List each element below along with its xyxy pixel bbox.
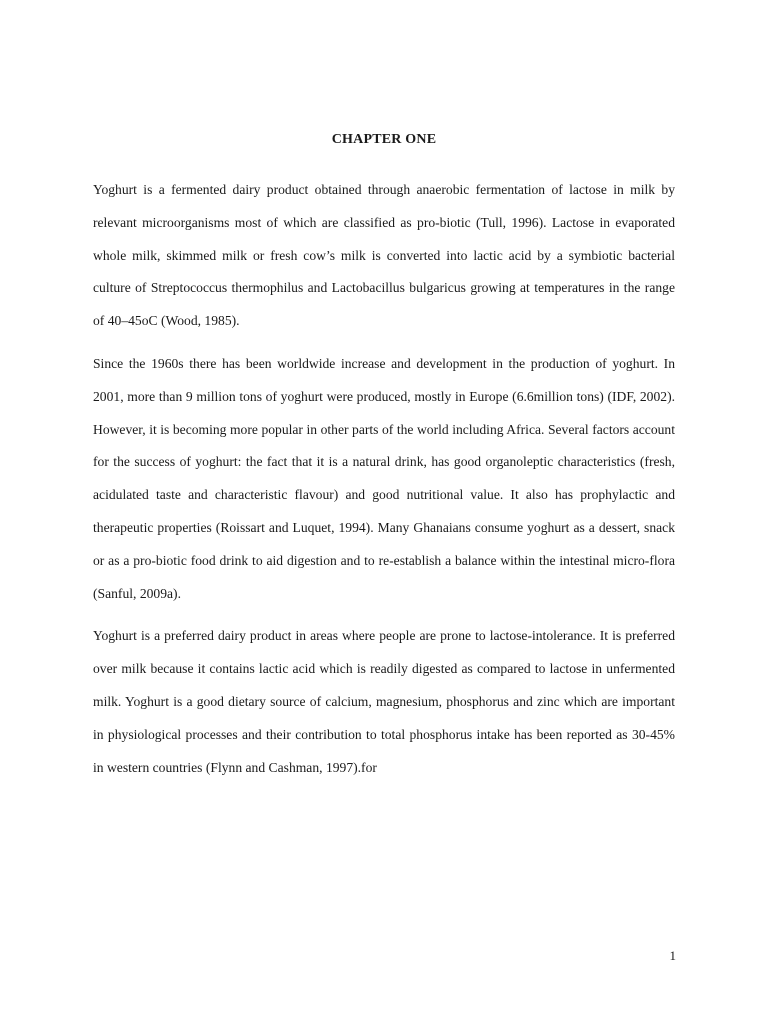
paragraph-1: Yoghurt is a fermented dairy product obtained through anaerobic fermentation of lactose in milk by relevant microorganisms most of which are classified as pro-biotic (Tull, 1996). Lactose in evaporated whole milk, skimmed milk or fresh cow’s milk is converted into lactic acid by a symbiotic bacterial culture of Streptococcus thermophilus and Lactobacillus bulgaricus growing at temperatures in the range of 40–45oC (Wood, 1985). [93, 182, 675, 329]
body-text [93, 174, 675, 794]
chapter-title: CHAPTER ONE [331, 132, 437, 147]
page-number: 1 [669, 948, 676, 963]
paragraph-3: Yoghurt is a preferred dairy product in areas where people are prone to lactose-intolerance. It is preferred over milk because it contains lactic acid which is readily digested as compared to lactose in unfermented milk. Yoghurt is a good dietary source of calcium, magnesium, phosphorus and zinc which are important in physiological processes and their contribution to total phosphorus intake has been reported as 30-45% in western countries (Flynn and Cashman, 1997).for [93, 628, 675, 775]
paragraph-2: Since the 1960s there has been worldwide increase and development in the production of yoghurt. In 2001, more than 9 million tons of yoghurt were produced, mostly in Europe (6.6million tons) (IDF, 2002). However, it is becoming more popular in other parts of the world including Africa. Several factors account for the success of yoghurt: the fact that it is a natural drink, has good organoleptic characteristics (fresh, acidulated taste and characteristic flavour) and good nutritional value. It also has prophylactic and therapeutic properties (Roissart and Luquet, 1994). Many Ghanaians consume yoghurt as a dessert, snack or as a pro-biotic food drink to aid digestion and to re-establish a balance within the intestinal micro-flora (Sanful, 2009a). [93, 355, 675, 601]
